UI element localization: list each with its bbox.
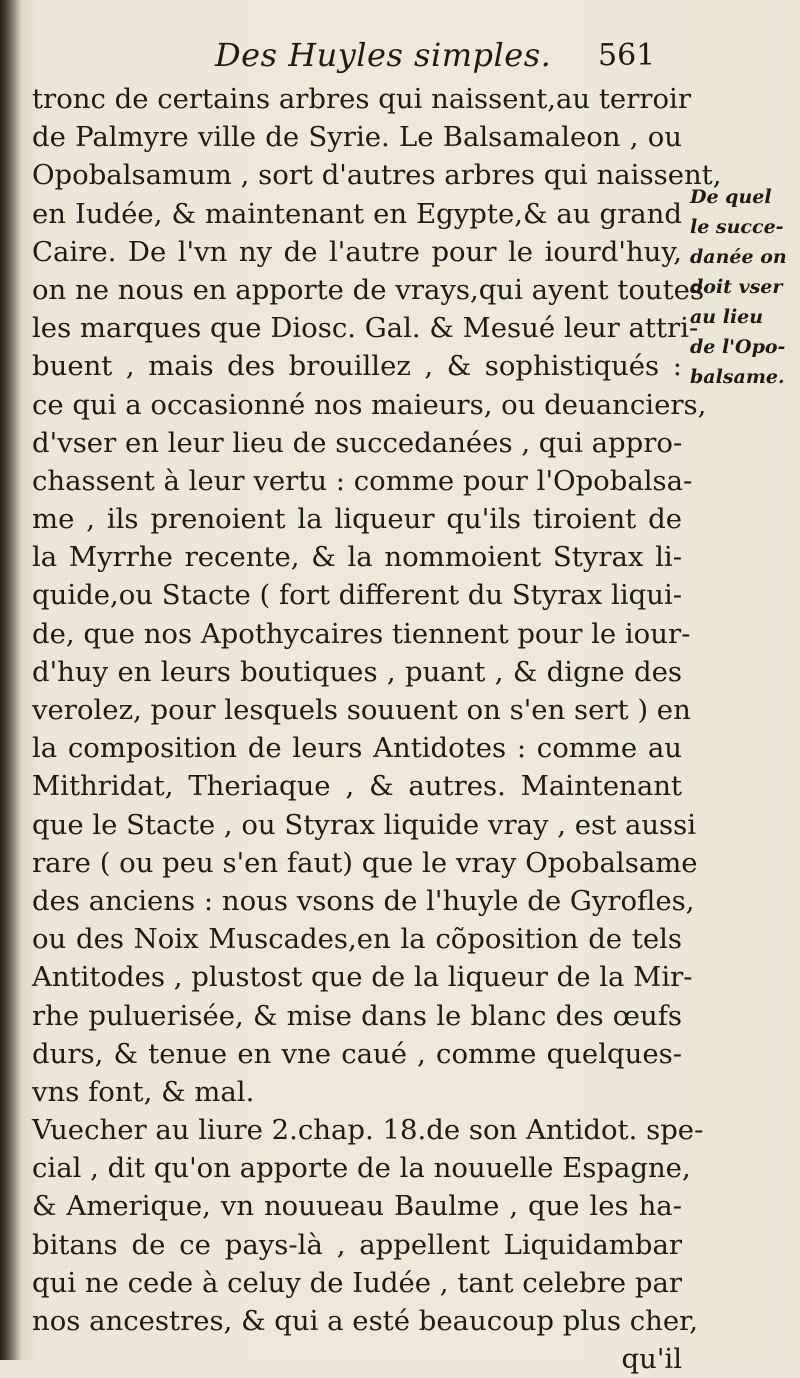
text-line: buent , mais des brouillez , & sophistiqués : [32, 350, 682, 383]
text-line: bitans de ce pays-là , appellent Liquidambar [32, 1228, 682, 1261]
text-line: vns font, & mal. [32, 1075, 255, 1108]
catchword: qu'il [621, 1343, 682, 1376]
text-line: & Amerique, vn nouueau Baulme , que les ha- [32, 1190, 682, 1223]
text-line: de, que nos Apothycaires tiennent pour le iour- [32, 617, 691, 650]
text-line: d'huy en leurs boutiques , puant , & digne des [32, 655, 682, 688]
margin-note-line: balsame. [690, 366, 785, 388]
body-text [32, 80, 722, 1378]
text-line: rare ( ou peu s'en faut) que le vray Opobalsame [32, 846, 698, 879]
text-line: qui ne cede à celuy de Iudée , tant celebre par [32, 1266, 682, 1299]
text-line: ce qui a occasionné nos maieurs, ou deuanciers, [32, 388, 707, 421]
text-line: les marques que Diosc. Gal. & Mesué leur attri- [32, 312, 699, 345]
text-line: quide,ou Stacte ( fort different du Styrax liqui- [32, 579, 683, 612]
page-number: 561 [598, 38, 656, 73]
text-line: la composition de leurs Antidotes : comme au [32, 732, 682, 765]
text-line: de Palmyre ville de Syrie. Le Balsamaleon , ou [32, 121, 682, 154]
margin-note-line: le succe- [690, 216, 784, 238]
margin-note-line: De quel [690, 186, 772, 208]
text-line: on ne nous en apporte de vrays,qui ayent toutes [32, 273, 705, 306]
binding-gutter [0, 0, 22, 1360]
text-line: la Myrrhe recente, & la nommoient Styrax li- [32, 541, 682, 574]
text-line: me , ils prenoient la liqueur qu'ils tiroient de [32, 503, 682, 536]
text-line: cial , dit qu'on apporte de la nouuelle Espagne, [32, 1152, 691, 1185]
margin-note-line: au lieu [690, 306, 764, 328]
text-line: Caire. De l'vn ny de l'autre pour le iourd'huy, [32, 235, 682, 268]
running-head: Des Huyles simples. [215, 36, 552, 74]
text-line: chassent à leur vertu : comme pour l'Opobalsa- [32, 464, 693, 497]
margin-note-line: danée on [690, 246, 787, 268]
text-line: durs, & tenue en vne caué , comme quelques- [32, 1037, 682, 1070]
text-line: en Iudée, & maintenant en Egypte,& au grand [32, 197, 682, 230]
margin-note-line: doit vser [690, 276, 783, 298]
page-header [0, 30, 700, 80]
text-line: que le Stacte , ou Styrax liquide vray , est aussi [32, 808, 697, 841]
text-line: Vuecher au liure 2.chap. 18.de son Antidot. spe- [32, 1114, 704, 1147]
text-line: Opobalsamum , sort d'autres arbres qui naissent, [32, 159, 722, 192]
text-line: verolez, pour lesquels souuent on s'en sert ) en [32, 694, 691, 726]
text-line: Antitodes , plustost que de la liqueur de la Mir- [32, 961, 693, 994]
text-line: nos ancestres, & qui a esté beaucoup plus cher, [32, 1305, 698, 1337]
text-line: ou des Noix Muscades,en la cõposition de tels [32, 923, 682, 956]
margin-note [690, 182, 798, 392]
text-line: tronc de certains arbres qui naissent,au terroir [32, 83, 691, 115]
text-line: Mithridat, Theriaque , & autres. Maintenant [32, 770, 682, 803]
text-line: d'vser en leur lieu de succedanées , qui appro- [32, 426, 683, 459]
text-line: des anciens : nous vsons de l'huyle de Gyrofles, [32, 884, 695, 917]
margin-note-line: de l'Opo- [690, 336, 786, 358]
text-line: rhe puluerisée, & mise dans le blanc des œufs [32, 999, 682, 1032]
